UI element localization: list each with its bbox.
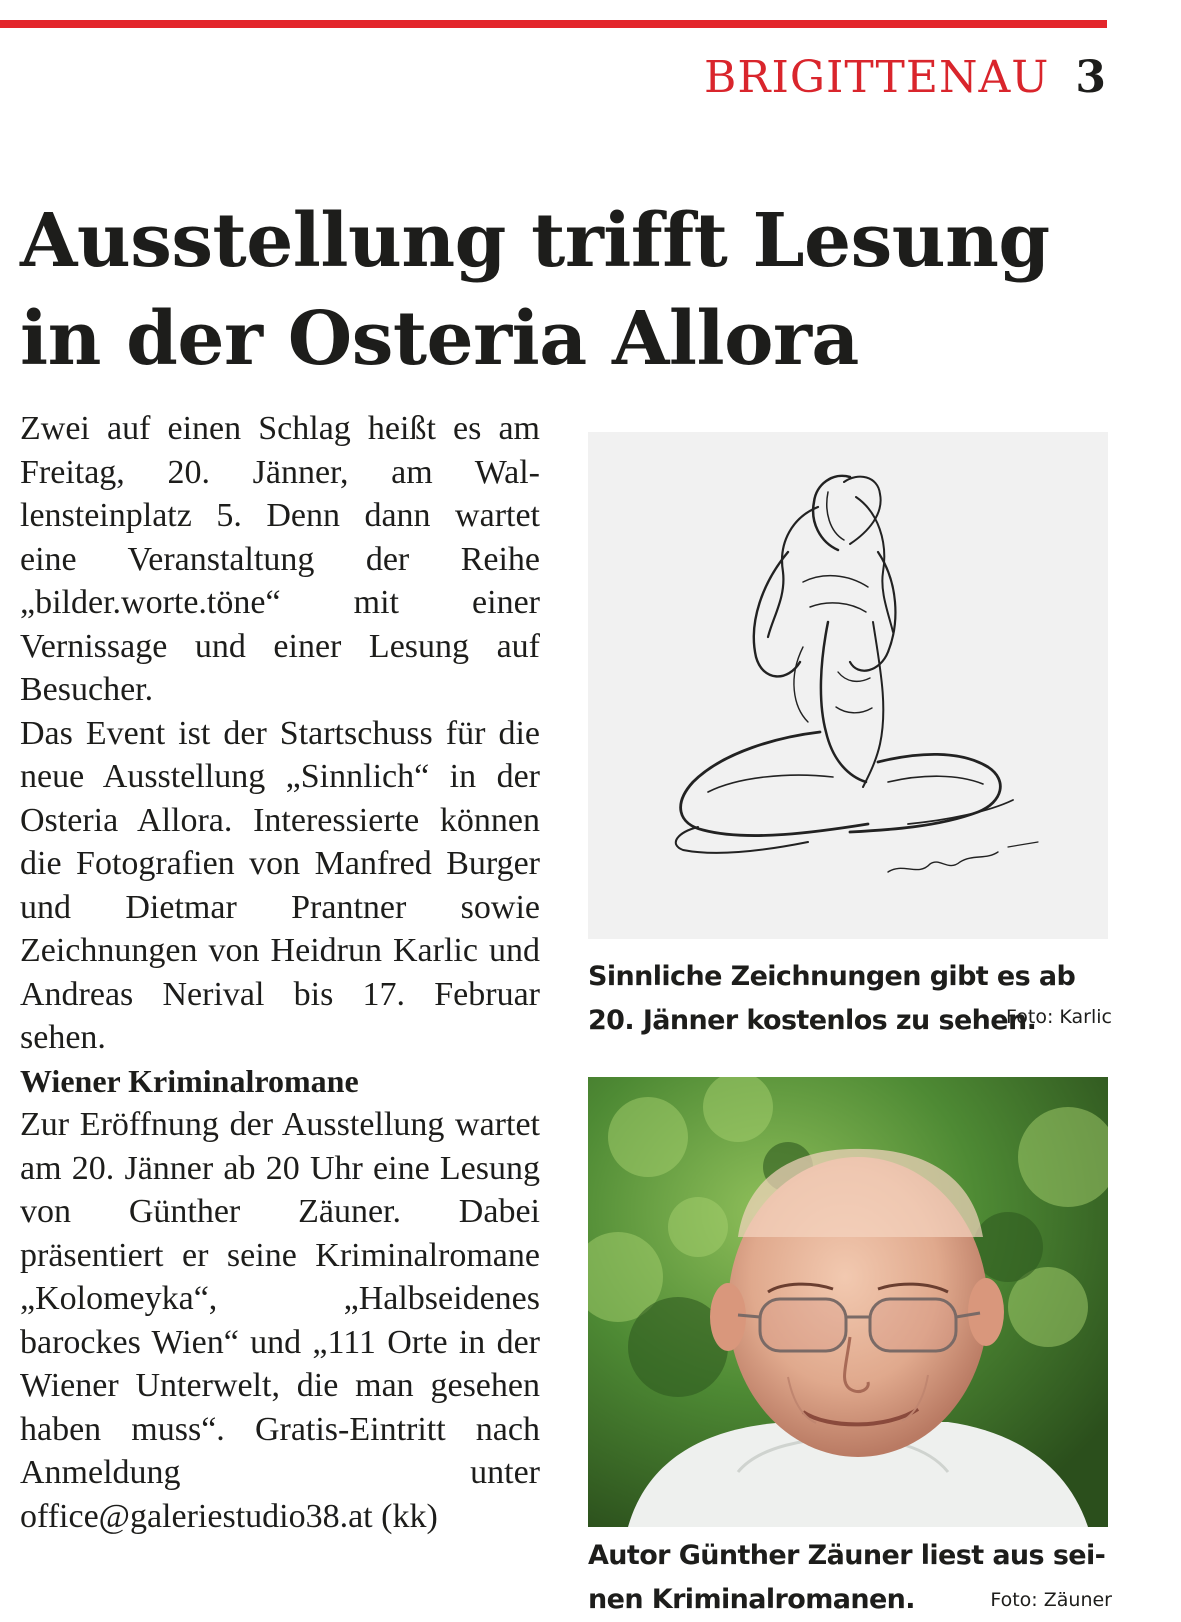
sketch-caption-text: Sinnliche Zeichnungen gibt es ab 20. Jänner kostenlos zu sehen. (588, 961, 1076, 1036)
subheading: Wiener Kriminalromane (20, 1062, 359, 1099)
paragraph-reading: Zur Eröffnung der Ausstellung wartet am 20. Jänner ab 20 Uhr eine Lesung von Günther Zäuner. Dabei präsentiert er seine Kriminalromane „Kolomeyka“, „Halbseidenes barockes Wien“ und „111 Orte in der Wiener Unterwelt, die man gesehen haben muss“. Gratis-Eintritt nach Anmeldung unter office@galeriestudio38.at (kk) (20, 1106, 540, 1535)
section-header (704, 52, 1107, 104)
sketch-photo (588, 432, 1108, 939)
portrait-photo-credit: Foto: Zäuner (990, 1589, 1112, 1611)
top-rule (0, 20, 1107, 28)
sketch-photo-credit: Foto: Karlic (1006, 1006, 1112, 1028)
portrait-caption (588, 1534, 1112, 1622)
paragraph-intro: Zwei auf einen Schlag heißt es am Freitag, 20. Jänner, am Wallensteinplatz 5. Denn dann wartet eine Veranstaltung der Reihe „bilder.worte.töne“ mit einer Vernissage und einer Lesung auf Besucher. (20, 410, 540, 708)
sketch-caption (588, 955, 1112, 1043)
section-name: BRIGITTENAU (704, 52, 1050, 103)
portrait-caption-text: Autor Günther Zäuner liest aus seinen Kriminalromanen. (588, 1540, 1106, 1615)
portrait-photo (588, 1077, 1108, 1527)
portrait-photo-icon (588, 1077, 1108, 1527)
sketch-drawing-icon (588, 432, 1108, 939)
headline (20, 192, 1120, 388)
headline-line-2: in der Osteria Allora (20, 296, 859, 382)
page-number: 3 (1075, 52, 1107, 103)
headline-line-1: Ausstellung trifft Lesung (20, 198, 1050, 284)
paragraph-exhibition: Das Event ist der Startschuss für die neue Ausstellung „Sinnlich“ in der Osteria Allora. Interessierte können die Fotografien von Manfred Burger und Dietmar Prantner sowie Zeichnungen von Heidrun Karlic und Andreas Nerival bis 17. Februar sehen. (20, 714, 540, 1056)
article-body (20, 407, 540, 1538)
